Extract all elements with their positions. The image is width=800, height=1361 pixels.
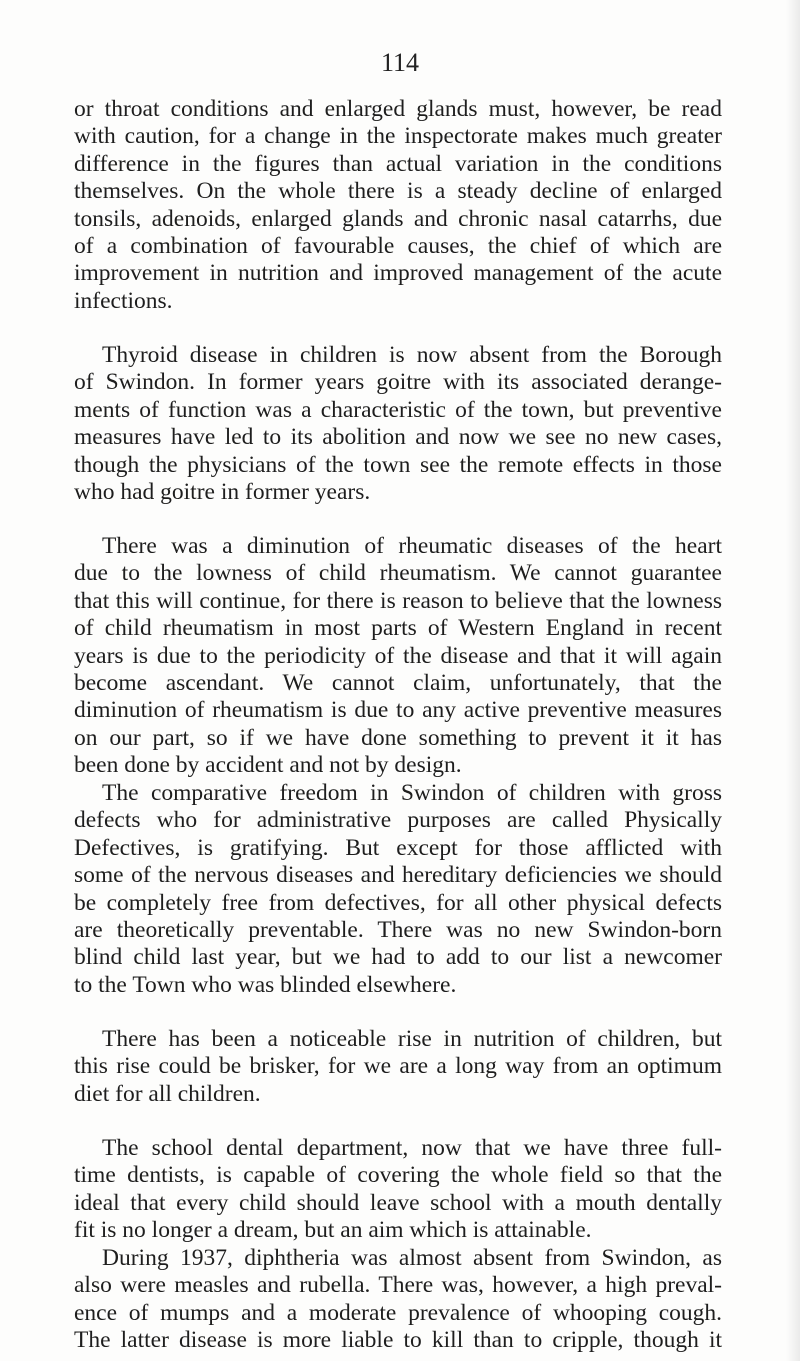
text-line: of child rheumatism in most parts of Western England in recent bbox=[74, 615, 722, 642]
text-line: defects who for administrative purposes are called Physically bbox=[74, 807, 722, 834]
text-line: of Swindon. In former years goitre with its associated derange- bbox=[74, 369, 722, 396]
text-line: also were measles and rubella. There was, however, a high preval- bbox=[74, 1272, 722, 1299]
text-line: measures have led to its abolition and now we see no new cases, bbox=[74, 424, 722, 451]
paragraph-thyroid-disease bbox=[74, 342, 722, 506]
text-line: ideal that every child should leave school with a mouth dentally bbox=[74, 1189, 722, 1216]
text-line: due to the lowness of child rheumatism. We cannot guarantee bbox=[74, 560, 722, 587]
text-line: During 1937, diphtheria was almost absent from Swindon, as bbox=[102, 1245, 722, 1271]
text-line: be completely free from defectives, for all other physical defects bbox=[74, 889, 722, 916]
text-line: are theoretically preventable. There was no new Swindon-born bbox=[74, 917, 722, 944]
text-line: become ascendant. We cannot claim, unfortunately, that the bbox=[74, 670, 722, 697]
text-line: time dentists, is capable of covering the whole field so that the bbox=[74, 1162, 722, 1189]
paragraph-physical-defects bbox=[74, 780, 722, 999]
text-line: infections. bbox=[74, 287, 173, 314]
text-line: Thyroid disease in children is now absent from the Borough bbox=[102, 342, 722, 368]
paragraph-infectious-diseases-1937 bbox=[74, 1245, 722, 1355]
text-line: Defectives, is gratifying. But except for those afflicted with bbox=[74, 834, 722, 861]
text-line: years is due to the periodicity of the disease and that it will again bbox=[74, 642, 722, 669]
text-line: this rise could be brisker, for we are a long way from an optimum bbox=[74, 1053, 722, 1080]
scan-edge-shadow bbox=[786, 0, 800, 1361]
text-line: with caution, for a change in the inspectorate makes much greater bbox=[74, 123, 722, 150]
paragraph-nutrition bbox=[74, 1026, 722, 1108]
text-line: ments of function was a characteristic of the town, but preventive bbox=[74, 396, 722, 423]
text-line: on our part, so if we have done something to prevent it it has bbox=[74, 724, 722, 751]
text-line: diet for all children. bbox=[74, 1080, 261, 1107]
text-line: improvement in nutrition and improved management of the acute bbox=[74, 260, 722, 287]
text-line: ence of mumps and a moderate prevalence of whooping cough. bbox=[74, 1299, 722, 1326]
text-line: blind child last year, but we had to add to our list a newcomer bbox=[74, 944, 722, 971]
text-line: of a combination of favourable causes, the chief of which are bbox=[74, 233, 722, 260]
text-line: fit is no longer a dream, but an aim which is attainable. bbox=[74, 1217, 592, 1244]
text-line: difference in the figures than actual variation in the conditions bbox=[74, 150, 722, 177]
text-line: been done by accident and not by design. bbox=[74, 752, 462, 779]
text-line: There was a diminution of rheumatic diseases of the heart bbox=[102, 533, 722, 559]
text-line: though the physicians of the town see the remote effects in those bbox=[74, 451, 722, 478]
paragraph-throat-conditions bbox=[74, 96, 722, 315]
text-line: diminution of rheumatism is due to any active preventive measures bbox=[74, 697, 722, 724]
text-line: who had goitre in former years. bbox=[74, 479, 371, 506]
text-line: The latter disease is more liable to kill than to cripple, though it bbox=[74, 1327, 722, 1354]
text-line: The comparative freedom in Swindon of children with gross bbox=[102, 780, 722, 806]
text-line: tonsils, adenoids, enlarged glands and chronic nasal catarrhs, due bbox=[74, 205, 722, 232]
text-line: themselves. On the whole there is a steady decline of enlarged bbox=[74, 178, 722, 205]
text-line: The school dental department, now that we have three full- bbox=[102, 1135, 722, 1161]
text-line: There has been a noticeable rise in nutrition of children, but bbox=[102, 1026, 722, 1052]
text-line: that this will continue, for there is reason to believe that the lowness bbox=[74, 587, 722, 614]
text-line: some of the nervous diseases and hereditary deficiencies we should bbox=[74, 862, 722, 889]
page-number: 114 bbox=[380, 48, 420, 77]
text-line: to the Town who was blinded elsewhere. bbox=[74, 971, 457, 998]
paragraph-dental-department bbox=[74, 1135, 722, 1245]
text-line: or throat conditions and enlarged glands must, however, be read bbox=[74, 96, 722, 122]
paragraph-rheumatic-diseases bbox=[74, 533, 722, 780]
